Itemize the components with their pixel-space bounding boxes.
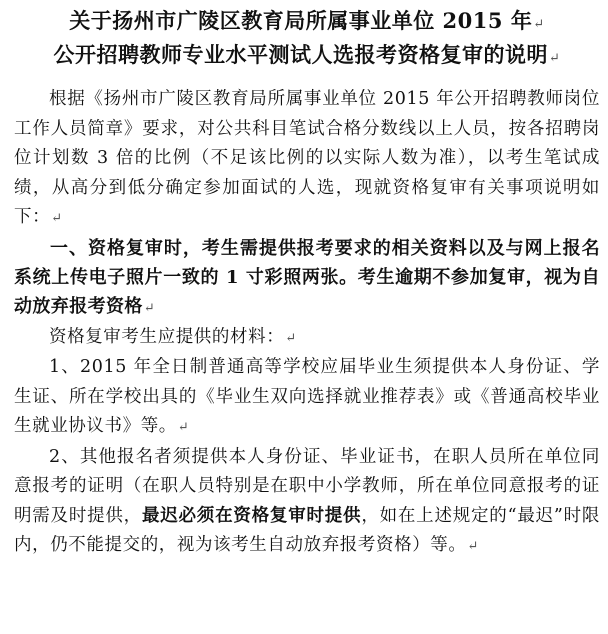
paragraph-mark-icon: ↵: [51, 211, 63, 226]
material-item-1: 1、2015 年全日制普通高等学校应届毕业生须提供本人身份证、学生证、所在学校出具的《毕业生双向选择就业推荐表》或《普通高校毕业生就业协议书》等。↵: [14, 357, 600, 436]
title-line-1: 关于扬州市广陵区教育局所属事业单位 2015 年↵: [69, 8, 545, 33]
title-line-2: 公开招聘教师专业水平测试人选报考资格复审的说明↵: [53, 42, 561, 67]
paragraph-mark-icon: ↵: [143, 300, 156, 316]
deadline-emphasis: 最迟必须在资格复审时提供: [141, 505, 362, 526]
paragraph-mark-icon: ↵: [285, 330, 297, 346]
document-title: [14, 6, 600, 74]
material-item-2: 2、其他报名者须提供本人身份证、毕业证书，在职人员所在单位同意报考的证明（在职人员特别是在职中小学教师，所在单位同意报考的证明需及时提供，最迟必须在资格复审时提供，如在上述规定的“最迟”时限内，仍不能提交的，视为该考生自动放弃报考资格）等。↵: [14, 446, 600, 555]
paragraph-mark-icon: ↵: [549, 51, 561, 66]
paragraph-mark-icon: ↵: [533, 17, 545, 32]
materials-heading: 资格复审考生应提供的材料：↵: [49, 326, 297, 347]
section-1-paragraph: 一、资格复审时，考生需提供报考要求的相关资料以及与网上报名系统上传电子照片一致的 1 寸彩照两张。考生逾期不参加复审，视为自动放弃报考资格↵: [14, 237, 600, 317]
paragraph-mark-icon: ↵: [177, 420, 190, 435]
paragraph-mark-icon: ↵: [467, 539, 479, 554]
intro-paragraph: 根据《扬州市广陵区教育局所属事业单位 2015 年公开招聘教师岗位工作人员简章》要求，对公共科目笔试合格分数线以上人员，按各招聘岗位计划数 3 倍的比例（不足该比例的以实际人数为准），以考生笔试成绩，从高分到低分确定参加面试的人选，现就资格复审有关事项说明如下：↵: [14, 89, 600, 227]
